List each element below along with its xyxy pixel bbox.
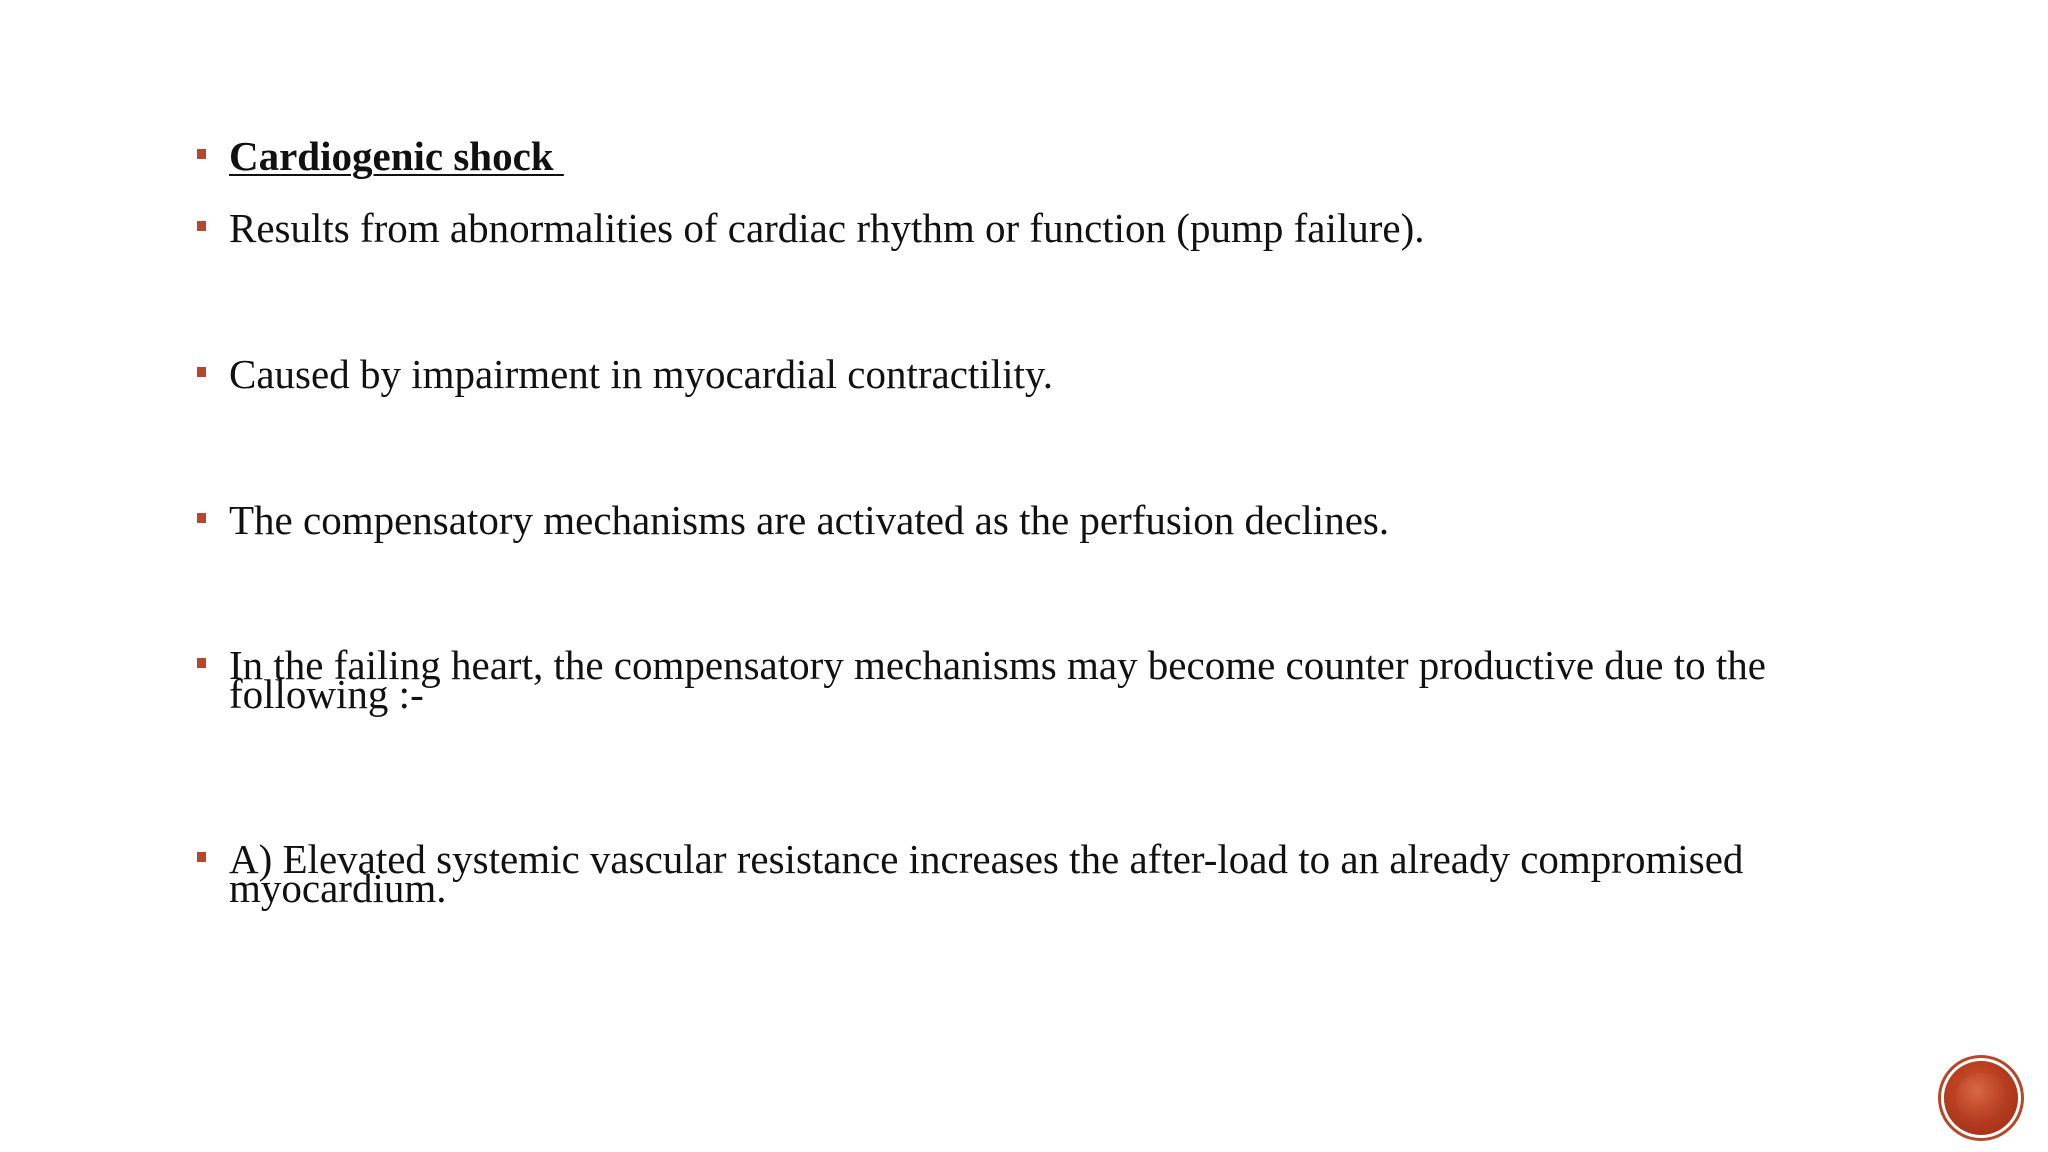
bullet-text: A) Elevated systemic vascular resistance increases the after-load to an already compromised myocardium. (229, 836, 1744, 911)
list-item (197, 351, 1877, 397)
bullet-text: The compensatory mechanisms are activated as the perfusion declines. (229, 497, 1390, 543)
bullet-text: In the failing heart, the compensatory mechanisms may become counter productive due to the following :- (229, 642, 1766, 717)
list-item (197, 497, 1877, 543)
list-item-heading (197, 133, 1877, 179)
bullet-text: Results from abnormalities of cardiac rhythm or function (pump failure). (229, 205, 1425, 251)
square-bullet-icon (197, 149, 206, 159)
list-item (197, 642, 1877, 717)
list-item (197, 836, 1877, 911)
circle-button-icon[interactable] (1944, 1061, 2018, 1135)
list-item (197, 205, 1877, 251)
nav-button-texture (1956, 1073, 2006, 1123)
square-bullet-icon (197, 852, 206, 862)
square-bullet-icon (197, 658, 206, 668)
slide-heading: Cardiogenic shock (229, 133, 564, 179)
square-bullet-icon (197, 367, 206, 377)
square-bullet-icon (197, 221, 206, 231)
bullet-text: Caused by impairment in myocardial contractility. (229, 351, 1053, 397)
square-bullet-icon (197, 513, 206, 523)
